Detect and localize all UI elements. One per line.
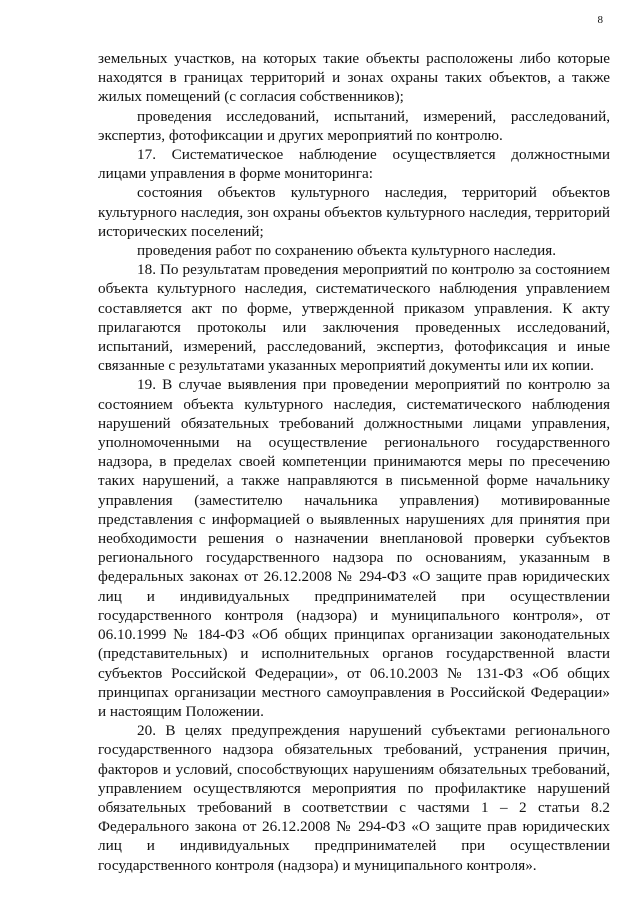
paragraph-clause-19: 19. В случае выявления при проведении мероприятий по контролю за состоянием объекта культурного наследия, систематического наблюдения нарушений обязательных требований должностными лицами управления, уполномоченными на осуществление регионального государственного надзора, в пределах своей компетенции принимаются меры по пресечению таких нарушений, а также направляются в письменной форме начальнику управления (заместителю начальника управления) мотивированные представления с информацией о выявленных нарушениях для принятия при необходимости решения о назначении внеплановой проверки субъектов регионального государственного надзора по основаниям, указанным в федеральных законах от 26.12.2008 № 294-ФЗ «О защите прав юридических лиц и индивидуальных предпринимателей при осуществлении государственного контроля (надзора) и муниципального контроля», от 06.10.1999 № 184-ФЗ «Об общих принципах организации законодательных (представительных) и исполнительных органов государственной власти субъектов Российской Федерации», от 06.10.2003 № 131-ФЗ «Об общих принципах организации местного самоуправления в Российской Федерации» и настоящим Положении. <box>98 376 610 720</box>
document-body <box>98 49 610 875</box>
paragraph-clause-17-state: состояния объектов культурного наследия, территорий объектов культурного наследия, зон охраны объектов культурного наследия, территорий исторических поселений; <box>98 184 610 240</box>
paragraph-clause-20: 20. В целях предупреждения нарушений субъектами регионального государственного надзора обязательных требований, устранения причин, факторов и условий, способствующих нарушениям обязательных требований, управлением осуществляются мероприятия по профилактике нарушений обязательных требований в соответствии с частями 1 – 2 статьи 8.2 Федерального закона от 26.12.2008 № 294-ФЗ «О защите прав юридических лиц и индивидуальных предпринимателей при осуществлении государственного контроля (надзора) и муниципального контроля». <box>98 722 610 874</box>
paragraph-continuation: земельных участков, на которых такие объекты расположены либо которые находятся в границах территорий и зонах охраны таких объектов, а также жилых помещений (с согласия собственников); <box>98 50 610 106</box>
paragraph-research-list-item: проведения исследований, испытаний, измерений, расследований, экспертиз, фотофиксации и других мероприятий по контролю. <box>98 107 610 144</box>
paragraph-clause-17-works: проведения работ по сохранению объекта культурного наследия. <box>137 242 557 260</box>
page-number: 8 <box>597 14 603 26</box>
paragraph-clause-18: 18. По результатам проведения мероприятий по контролю за состоянием объекта культурного наследия, систематического наблюдения управлением составляется акт по форме, утвержденной приказом управления. К акту прилагаются протоколы или заключения проведенных исследований, испытаний, измерений, расследований, экспертиз, фотофиксация и иные связанные с результатами указанных мероприятий документы или их копии. <box>98 261 610 375</box>
paragraph-clause-17: 17. Систематическое наблюдение осуществляется должностными лицами управления в форме мониторинга: <box>98 146 610 183</box>
